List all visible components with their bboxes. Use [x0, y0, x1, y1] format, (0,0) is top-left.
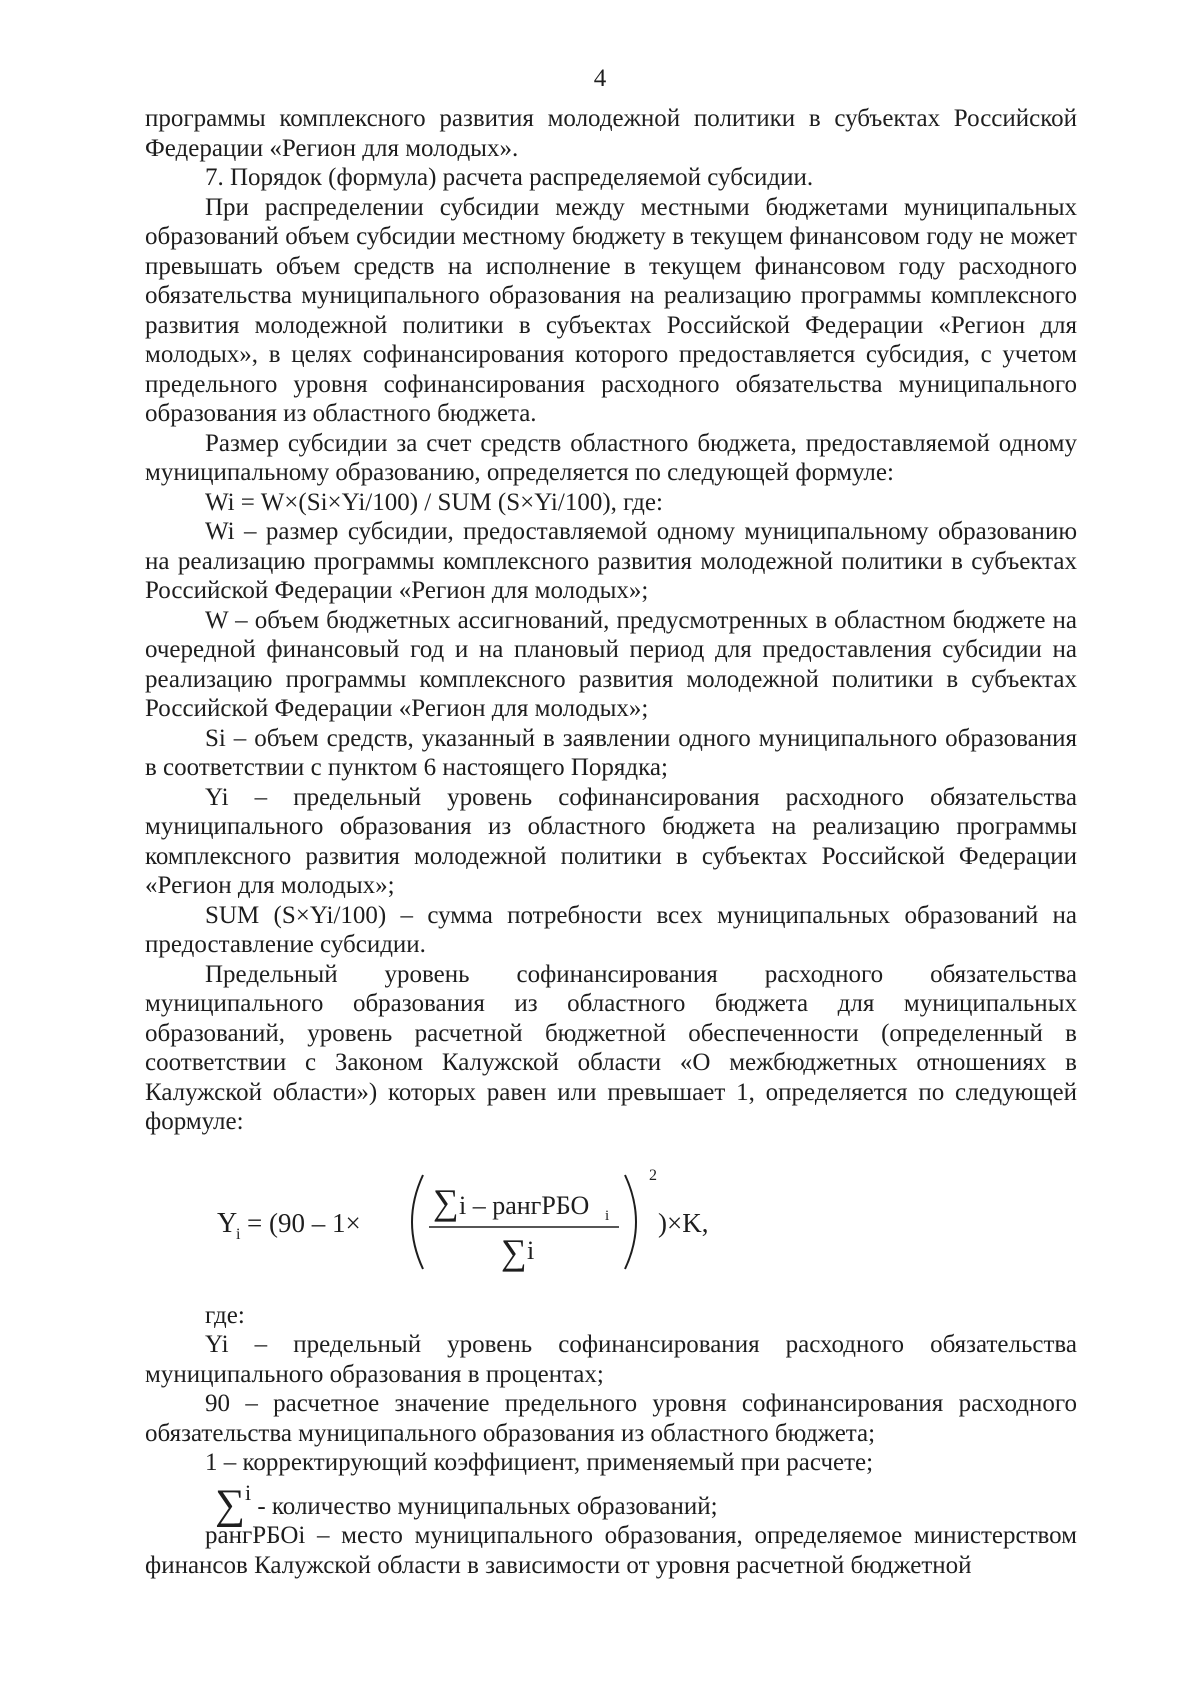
definition-wi: Wi – размер субсидии, предоставляемой одному муниципальному образованию на реализацию программы комплексного развития молодежной политики в субъектах Российской Федерации «Регион для молодых»;: [145, 518, 1077, 604]
definition-w: W – объем бюджетных ассигнований, предусмотренных в областном бюджете на очередной финансовый год и на плановый период для предоставления субсидии на реализацию программы комплексного развития молодежной политики в субъектах Российской Федерации «Регион для молодых»;: [145, 606, 1077, 722]
formula-lhs-sub: i: [236, 1225, 241, 1243]
paragraph: Размер субсидии за счет средств областного бюджета, предоставляемой одному муниципальному образованию, определяется по следующей формуле:: [145, 429, 1077, 486]
formula-open: = (90 – 1×: [247, 1207, 361, 1238]
formula-num-sub: i: [605, 1207, 610, 1224]
formula-right-paren: [625, 1175, 636, 1269]
definition-90: 90 – расчетное значение предельного уровня софинансирования расходного обязательства муниципального образования из областного бюджета;: [145, 1390, 1077, 1447]
definition-yi: Yi – предельный уровень софинансирования расходного обязательства муниципального образования из областного бюджета на реализацию программы комплексного развития молодежной политики в субъектах Российской Федерации «Регион для молодых»;: [145, 783, 1077, 899]
sum-symbol: ∑: [215, 1481, 245, 1528]
formula-den-sum: ∑: [501, 1231, 527, 1272]
definition-sum-i: [145, 1478, 1077, 1528]
formula-inline: Wi = W×(Si×Yi/100) / SUM (S×Yi/100), где:: [205, 488, 663, 516]
formula-num-text: i – рангРБО: [459, 1190, 590, 1220]
formula-lhs-var: Y: [217, 1207, 238, 1239]
page-number: 4: [593, 65, 607, 92]
definition-si: Si – объем средств, указанный в заявлении одного муниципального образования в соответствии с пунктом 6 настоящего Порядка;: [145, 724, 1077, 781]
formula-left-paren: [412, 1175, 423, 1269]
formula-graphic: [215, 1147, 835, 1297]
formula-yi: [145, 1147, 1077, 1297]
paragraph: программы комплексного развития молодежной политики в субъектах Российской Федерации «Регион для молодых».: [145, 105, 1077, 162]
paragraph: При распределении субсидии между местными бюджетами муниципальных образований объем субсидии местному бюджету в текущем финансовом году не может превышать объем средств на исполнение в текущем финансовом году расходного обязательства муниципального образования на реализацию программы комплексного развития молодежной политики в субъектах Российской Федерации «Регион для молодых», в целях софинансирования которого предоставляется субсидия, с учетом предельного уровня софинансирования расходного обязательства муниципального образования из областного бюджета.: [145, 193, 1077, 427]
formula-den-text: i: [527, 1235, 535, 1265]
formula-num-sum: ∑: [433, 1181, 459, 1222]
definition-1: 1 – корректирующий коэффициент, применяемый при расчете;: [205, 1449, 874, 1476]
formula-tail: )×K,: [658, 1207, 709, 1238]
formula-power: 2: [649, 1166, 657, 1184]
document-body: [145, 104, 1077, 1580]
sum-symbol-i: i: [244, 1479, 252, 1505]
section-heading: 7. Порядок (формула) расчета распределяемой субсидии.: [205, 164, 814, 191]
definition-yi-percent: Yi – предельный уровень софинансирования расходного обязательства муниципального образования в процентах;: [145, 1331, 1077, 1388]
definition-sum: SUM (S×Yi/100) – сумма потребности всех муниципальных образований на предоставление субсидии.: [145, 901, 1077, 958]
paragraph: Предельный уровень софинансирования расходного обязательства муниципального образования из областного бюджета для муниципальных образований, уровень расчетной бюджетной обеспеченности (определенный в соответствии с Законом Калужской области «О межбюджетных отношениях в Калужской области») которых равен или превышает 1, определяется по следующей формуле:: [145, 960, 1077, 1135]
definition-rank: рангРБОi – место муниципального образования, определяемое министерством финансов Калужской области в зависимости от уровня расчетной бюджетной: [145, 1522, 1077, 1579]
where-label: где:: [205, 1301, 245, 1329]
sum-definition-text: - количество муниципальных образований;: [251, 1492, 718, 1520]
